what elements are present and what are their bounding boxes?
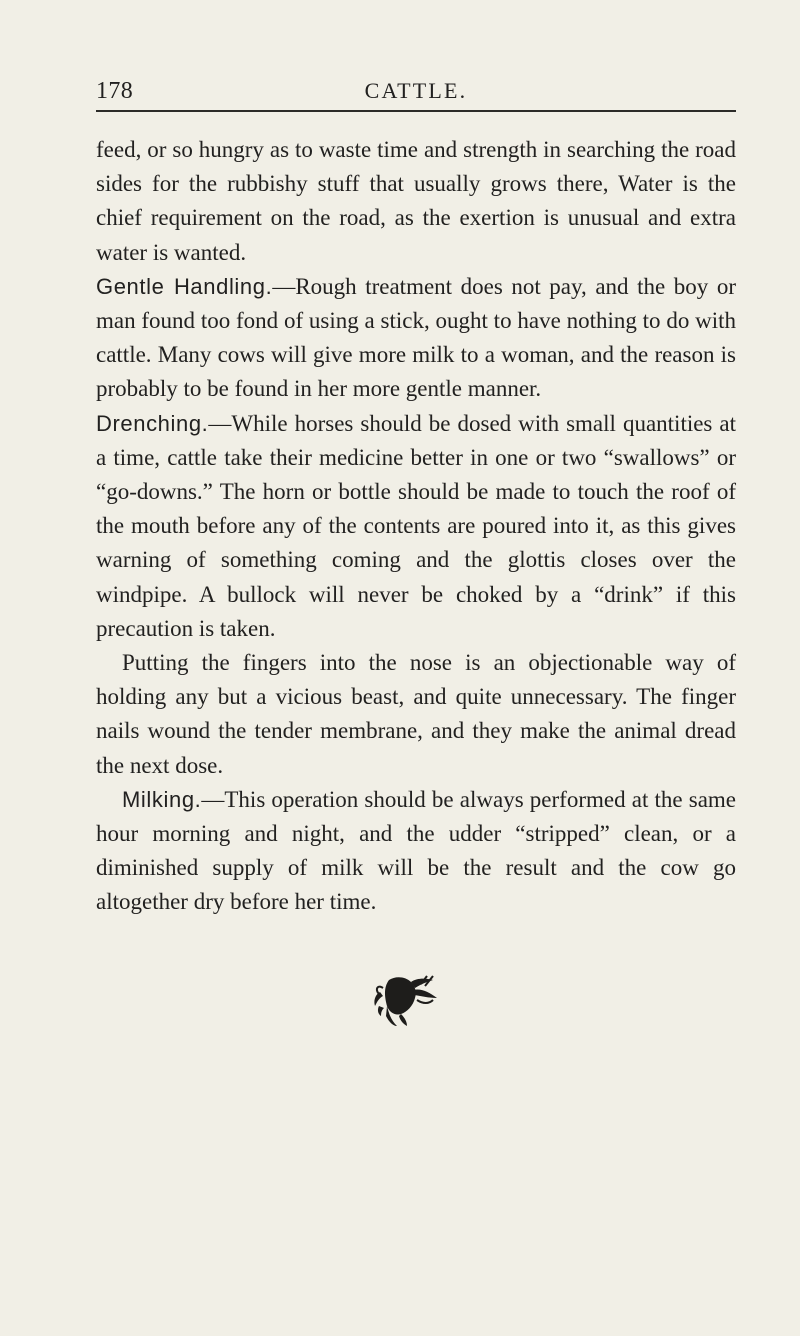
paragraph-gentle-handling bbox=[96, 270, 736, 407]
paragraph-fingers: Putting the fingers into the nose is an objectionable way of holding any but a vicious beast, and quite unnecessary. The finger nails wound the tender membrane, and they make the animal dread the next dose. bbox=[96, 650, 736, 778]
paragraph-drenching bbox=[96, 407, 736, 646]
body-text bbox=[96, 133, 736, 920]
floral-ornament-icon bbox=[367, 970, 439, 1028]
paragraph-drenching-text: —While horses should be dosed with small quantities at a time, cattle take their medicine better in one or two “swallows” or “go-downs.” The horn or bottle should be made to touch the roof of the mouth before any of the contents are poured into it, as this gives warning of something coming and the glottis closes over the windpipe. A bullock will never be choked by a “drink” if this precaution is taken. bbox=[96, 410, 736, 641]
header-rule bbox=[96, 110, 736, 112]
paragraph-continuation: feed, or so hungry as to waste time and strength in searching the road sides for the rubbishy stuff that usually grows there, Water is the chief requirement on the road, as the exertion is unusual and extra water is wanted. bbox=[96, 137, 736, 265]
section-heading-milking: Milking. bbox=[122, 786, 202, 812]
paragraph-milking bbox=[96, 783, 736, 920]
section-heading-gentle-handling: Gentle Handling. bbox=[96, 273, 273, 299]
paragraph-milking-text: —This operation should be always performed at the same hour morning and night, and the udder “stripped” clean, or a diminished supply of milk will be the result and the cow go altogether dry before her time. bbox=[96, 786, 736, 915]
running-head: CATTLE. bbox=[364, 78, 468, 103]
page-number: 178 bbox=[96, 78, 134, 104]
section-heading-drenching: Drenching. bbox=[96, 410, 209, 436]
page-header bbox=[96, 76, 736, 112]
paragraph-gentle-handling-text: —Rough treatment does not pay, and the boy or man found too fond of using a stick, ought to have nothing to do with cattle. Many cows will give more milk to a woman, and the reason is probably to be found in her more gentle manner. bbox=[96, 273, 737, 402]
